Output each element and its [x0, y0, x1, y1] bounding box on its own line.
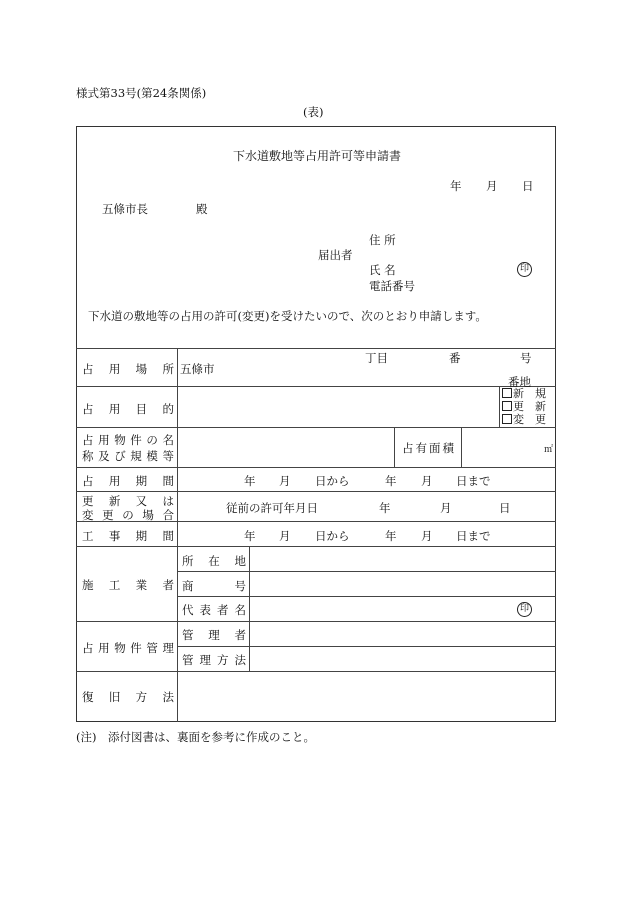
addressee-honorific: 殿: [196, 202, 208, 216]
location-label: 占 用 場 所: [82, 362, 174, 376]
location-banchi-label: 番地: [508, 375, 531, 389]
column-divider: [249, 546, 250, 671]
form-number: 様式第33号(第24条関係): [76, 86, 207, 100]
column-divider: [461, 427, 462, 467]
purpose-option-label: 新 規: [513, 387, 546, 400]
construction-month2: 月: [421, 529, 433, 543]
object-label-line2: 称 及 び 規 模 等: [82, 449, 174, 463]
checkbox-icon[interactable]: [502, 388, 512, 398]
change-label-line1: 更 新 又 は: [82, 494, 174, 508]
statement-text: 下水道の敷地等の占用の許可(変更)を受けたいので、次のとおり申請します。: [88, 309, 487, 323]
purpose-option-change[interactable]: [502, 414, 546, 426]
change-month-label: 月: [440, 501, 452, 515]
period-year1: 年: [244, 474, 256, 488]
construction-year1: 年: [244, 529, 256, 543]
construction-day-until: 日まで: [456, 529, 491, 543]
period-month1: 月: [279, 474, 291, 488]
applicant-label: 届出者: [318, 248, 353, 262]
period-day-until: 日まで: [456, 474, 491, 488]
construction-month1: 月: [279, 529, 291, 543]
management-manager-label: 管 理 者: [182, 628, 246, 642]
contractor-location-label: 所 在 地: [182, 554, 246, 568]
applicant-phone-label: 電話番号: [369, 279, 415, 293]
period-month2: 月: [421, 474, 433, 488]
row-divider: [178, 571, 556, 572]
side-label: (表): [303, 105, 324, 119]
management-label: 占 用 物 件 管 理: [82, 641, 174, 655]
application-form: [76, 126, 556, 722]
row-divider: [76, 427, 556, 428]
period-label: 占 用 期 間: [82, 474, 174, 488]
date-month-label: 月: [486, 179, 498, 193]
object-label-line1: 占 用 物 件 の 名: [82, 433, 174, 447]
footnote: (注) 添付図書は、裏面を参考に作成のこと。: [76, 730, 315, 744]
management-method-label: 管 理 方 法: [182, 653, 246, 667]
change-previous-date-label: 従前の許可年月日: [226, 501, 318, 515]
purpose-option-renewal[interactable]: [502, 401, 546, 413]
row-divider: [76, 348, 556, 349]
area-label: 占有面積: [402, 441, 456, 455]
construction-label: 工 事 期 間: [82, 529, 174, 543]
purpose-option-new[interactable]: [502, 388, 546, 400]
area-unit: ㎡: [544, 445, 554, 455]
purpose-option-label: 更 新: [513, 400, 546, 413]
contractor-trade-name-label: 商 号: [182, 579, 246, 593]
contractor-label: 施 工 業 者: [82, 578, 174, 592]
contractor-seal-icon: 印: [517, 602, 532, 617]
location-city: 五條市: [180, 362, 215, 376]
applicant-address-label: 住 所: [369, 233, 396, 247]
change-year-label: 年: [379, 501, 391, 515]
location-chome-label: 丁目: [365, 351, 388, 365]
row-divider: [76, 546, 556, 547]
row-divider: [76, 671, 556, 672]
location-ban-label: 番: [449, 351, 461, 365]
column-divider: [499, 386, 500, 427]
date-day-label: 日: [522, 179, 534, 193]
row-divider: [76, 386, 556, 387]
construction-day-from: 日から: [315, 529, 350, 543]
change-label-line2: 変 更 の 場 合: [82, 508, 174, 522]
checkbox-icon[interactable]: [502, 414, 512, 424]
restoration-label: 復 旧 方 法: [82, 690, 174, 704]
form-title: 下水道敷地等占用許可等申請書: [233, 149, 402, 163]
date-year-label: 年: [450, 179, 462, 193]
applicant-name-label: 氏 名: [369, 263, 396, 277]
purpose-label: 占 用 目 的: [82, 402, 174, 416]
row-divider: [76, 621, 556, 622]
row-divider: [76, 491, 556, 492]
contractor-representative-label: 代 表 者 名: [182, 603, 246, 617]
period-day-from: 日から: [315, 474, 350, 488]
addressee-name: 五條市長: [102, 202, 148, 216]
change-day-label: 日: [499, 501, 511, 515]
column-divider: [177, 348, 178, 722]
purpose-option-label: 変 更: [513, 413, 546, 426]
construction-year2: 年: [385, 529, 397, 543]
row-divider: [76, 467, 556, 468]
column-divider: [394, 427, 395, 467]
period-year2: 年: [385, 474, 397, 488]
checkbox-icon[interactable]: [502, 401, 512, 411]
location-go-label: 号: [520, 351, 532, 365]
row-divider: [178, 596, 556, 597]
applicant-seal-icon: 印: [517, 262, 532, 277]
row-divider: [178, 646, 556, 647]
